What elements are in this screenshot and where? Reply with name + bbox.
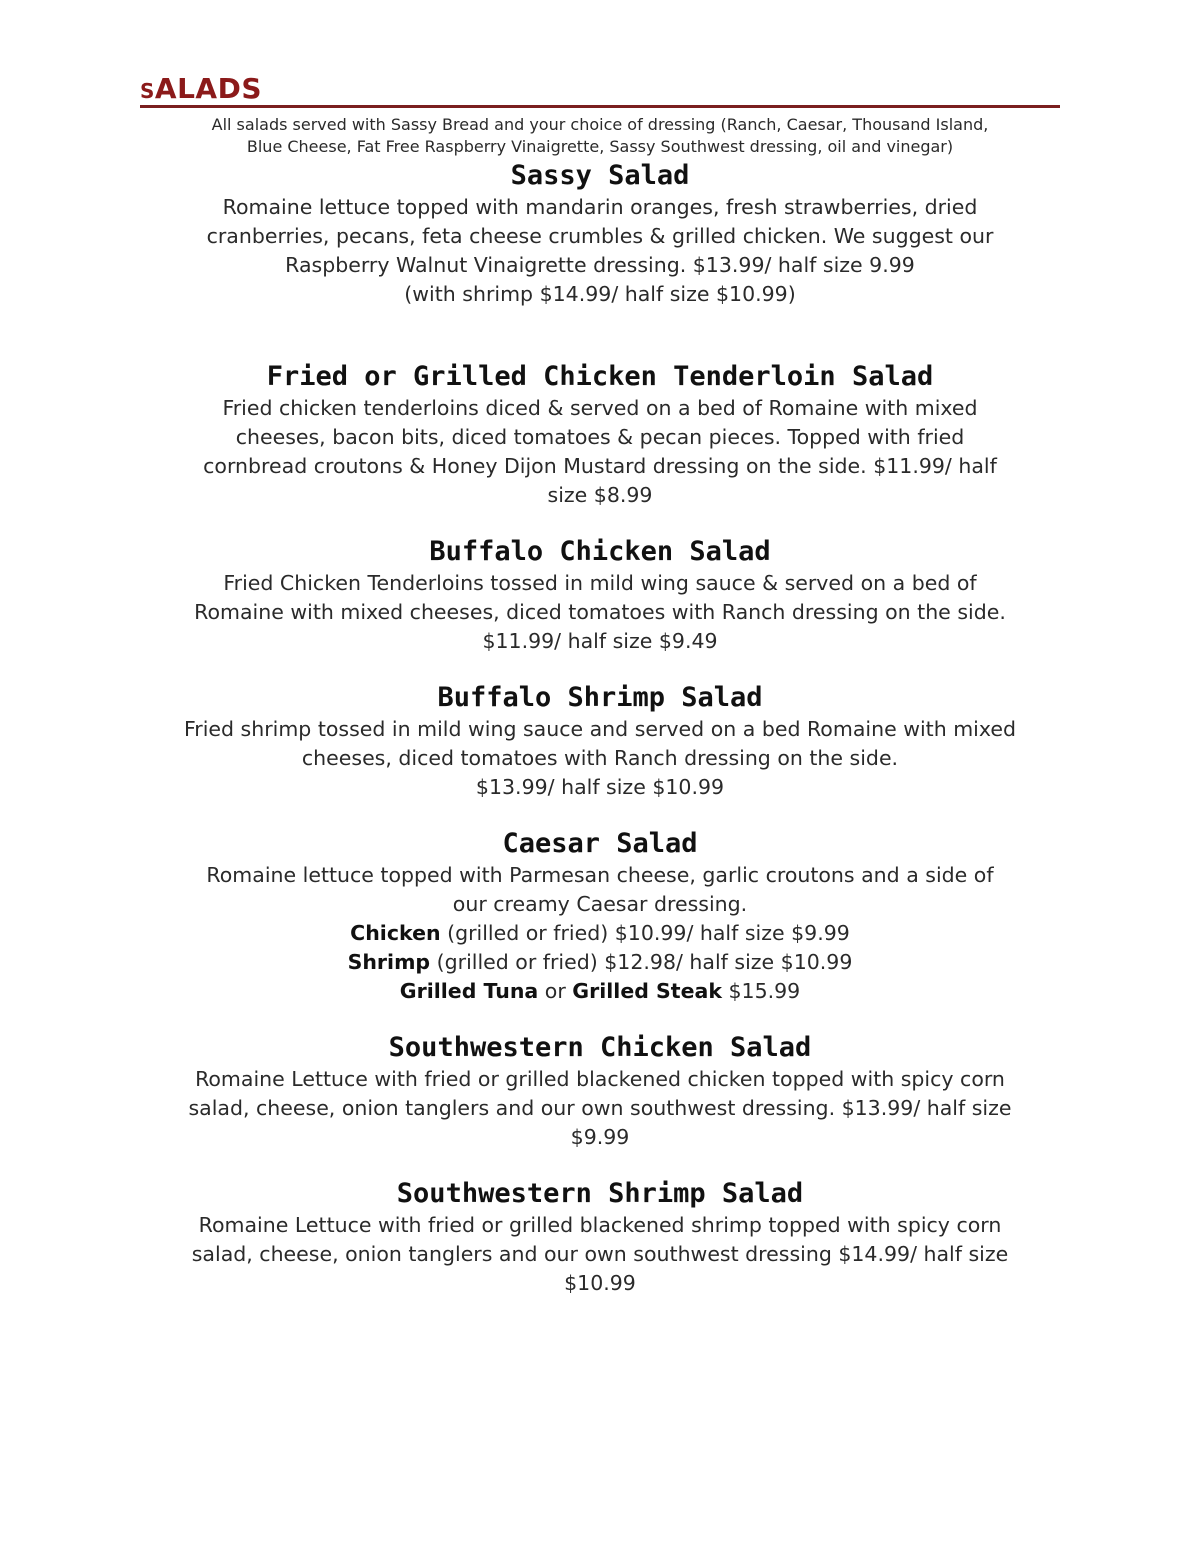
item-name: Sassy Salad [510, 160, 690, 191]
item-name: Buffalo Shrimp Salad [437, 682, 763, 713]
description-line: Fried chicken tenderloins diced & served on a bed of Romaine with mixed [222, 396, 978, 420]
item-name: Southwestern Chicken Salad [388, 1032, 812, 1063]
option-chicken [140, 919, 1060, 948]
description-line: Fried Chicken Tenderloins tossed in mild wing sauce & served on a bed of [223, 571, 977, 595]
option-text: (grilled or fried) $12.98/ half size $10.99 [430, 950, 853, 974]
description-line: salad, cheese, onion tanglers and our own southwest dressing. $13.99/ half size [188, 1096, 1012, 1120]
description-line: $13.99/ half size $10.99 [475, 775, 725, 799]
description-line: Raspberry Walnut Vinaigrette dressing. $13.99/ half size 9.99 [285, 253, 915, 277]
option-label: Shrimp [347, 950, 431, 974]
description-line: cheeses, diced tomatoes with Ranch dressing on the side. [301, 746, 899, 770]
menu-item-buffalo-chicken-salad [140, 535, 1060, 656]
menu-item-southwestern-chicken-salad [140, 1031, 1060, 1152]
description-line: (with shrimp $14.99/ half size $10.99) [404, 282, 796, 306]
description-line: cheeses, bacon bits, diced tomatoes & pecan pieces. Topped with fried [235, 425, 965, 449]
option-text: or [538, 979, 573, 1003]
description-line: $9.99 [570, 1125, 630, 1149]
description-line: our creamy Caesar dressing. [452, 892, 748, 916]
menu-item-southwestern-shrimp-salad [140, 1177, 1060, 1298]
description-line: cranberries, pecans, feta cheese crumbles & grilled chicken. We suggest our [206, 224, 994, 248]
intro-line: All salads served with Sassy Bread and your choice of dressing (Ranch, Caesar, Thousand Island, [211, 115, 989, 134]
menu-item-caesar-salad [140, 827, 1060, 1006]
description-line: cornbread croutons & Honey Dijon Mustard dressing on the side. $11.99/ half [203, 454, 997, 478]
item-description [140, 861, 1060, 1006]
intro-line: Blue Cheese, Fat Free Raspberry Vinaigrette, Sassy Southwest dressing, oil and vinegar) [246, 137, 954, 156]
option-label: Chicken [350, 921, 441, 945]
description-line: Fried shrimp tossed in mild wing sauce and served on a bed Romaine with mixed [183, 717, 1017, 741]
description-line: $11.99/ half size $9.49 [482, 629, 718, 653]
section-title [140, 72, 1060, 108]
option-text: $15.99 [721, 979, 801, 1003]
menu-item-sassy-salad [140, 159, 1060, 309]
option-text: (grilled or fried) $10.99/ half size $9.99 [440, 921, 850, 945]
section-title-rest: ALADS [154, 72, 262, 105]
option-label: Grilled Steak [572, 979, 722, 1003]
menu-item-buffalo-shrimp-salad [140, 681, 1060, 802]
item-name: Caesar Salad [502, 828, 698, 859]
description-line: size $8.99 [547, 483, 653, 507]
item-name: Southwestern Shrimp Salad [396, 1178, 804, 1209]
section-header [140, 72, 1060, 108]
option-label: Grilled Tuna [399, 979, 539, 1003]
section-intro [140, 114, 1060, 158]
option-tuna-steak [140, 977, 1060, 1006]
item-name: Fried or Grilled Chicken Tenderloin Salad [266, 361, 934, 392]
section-title-initial: S [140, 79, 155, 103]
description-line: Romaine lettuce topped with mandarin oranges, fresh strawberries, dried [222, 195, 978, 219]
item-description [140, 569, 1060, 656]
item-description [140, 394, 1060, 510]
description-line: salad, cheese, onion tanglers and our own southwest dressing $14.99/ half size [191, 1242, 1009, 1266]
item-description [140, 1211, 1060, 1298]
description-line: Romaine Lettuce with fried or grilled blackened shrimp topped with spicy corn [198, 1213, 1002, 1237]
item-description [140, 715, 1060, 802]
description-line: Romaine Lettuce with fried or grilled blackened chicken topped with spicy corn [195, 1067, 1005, 1091]
description-line: $10.99 [564, 1271, 636, 1295]
description-line: Romaine lettuce topped with Parmesan cheese, garlic croutons and a side of [206, 863, 994, 887]
item-description [140, 193, 1060, 309]
item-name: Buffalo Chicken Salad [429, 536, 771, 567]
item-description [140, 1065, 1060, 1152]
menu-page [140, 72, 1060, 1298]
menu-item-chicken-tenderloin-salad [140, 360, 1060, 510]
description-line: Romaine with mixed cheeses, diced tomatoes with Ranch dressing on the side. [194, 600, 1006, 624]
option-shrimp [140, 948, 1060, 977]
